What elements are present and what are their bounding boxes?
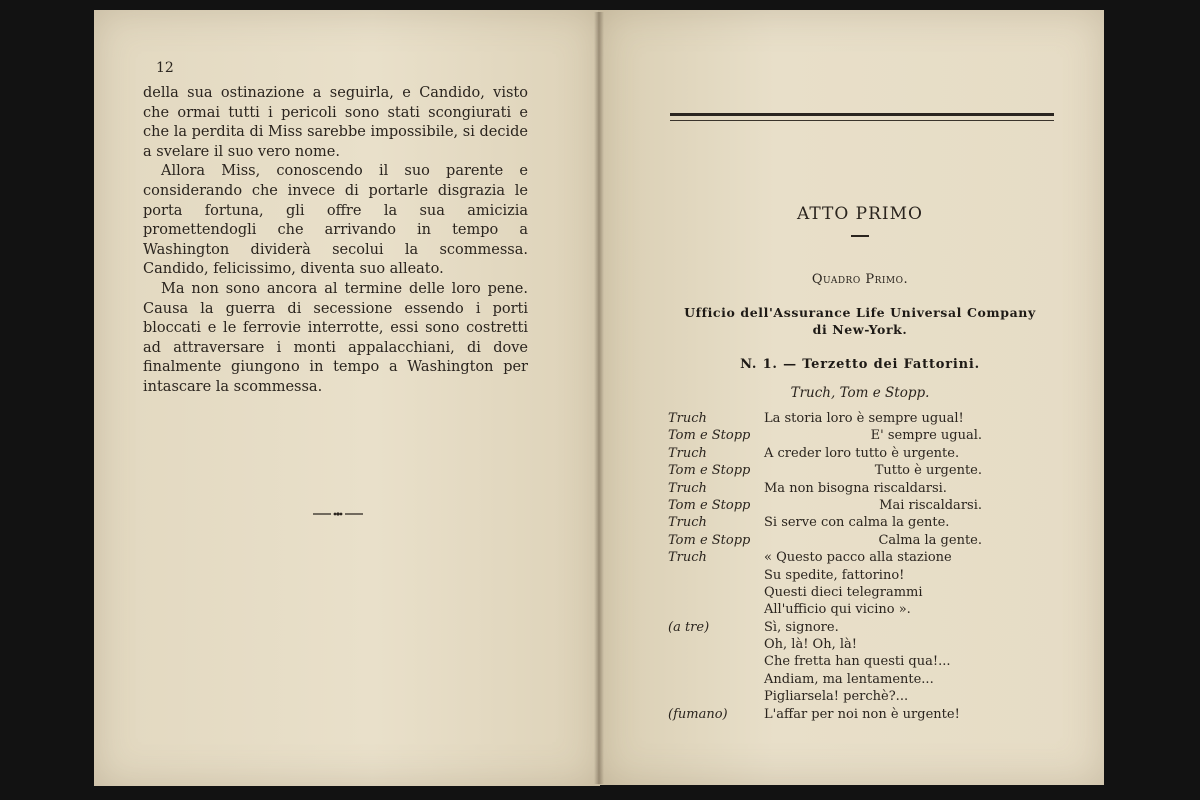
paragraph: Ma non sono ancora al termine delle loro pene. Causa la guerra di secessione essendo i porti bloccati e le ferrovie interrotte, essi sono costretti ad attraversare i monti appalacchiani, di dove finalmente giungono in tempo a Washington per intascare la scommessa. (143, 280, 528, 395)
dialogue-line (668, 480, 988, 497)
verse-text: Che fretta han questi qua!... (764, 654, 951, 670)
verse-text: Ma non bisogna riscaldarsi. (764, 480, 947, 496)
speaker-name: Tom e Stopp (668, 463, 751, 479)
speaker-name: (a tre) (668, 619, 710, 635)
dialogue-line (668, 497, 988, 514)
speaker-name: Truch (668, 515, 707, 531)
verse-text: La storia loro è sempre ugual! (764, 411, 964, 426)
speaker-name: Truch (668, 445, 707, 461)
verse-text: « Questo pacco alla stazione (764, 550, 952, 566)
dialogue-line (668, 462, 988, 479)
header-rule (670, 113, 1054, 116)
paragraph: Allora Miss, conoscendo il suo parente e considerando che invece di portarle disgrazia le porta fortuna, gli offre la sua amicizia promettendogli che arrivando in tempo a Washington dividerà secolui la scommessa. Candido, felicissimo, diventa suo alleato. (143, 163, 528, 278)
characters-line: Truch, Tom e Stopp. (790, 385, 930, 401)
dialogue-line (668, 636, 988, 653)
setting-heading (660, 304, 1060, 338)
dialogue-line (668, 706, 988, 723)
verse-text: Su spedite, fattorino! (764, 567, 905, 583)
dialogue-line (668, 532, 988, 549)
speaker-name: Truch (668, 550, 707, 566)
speaker-name: Truch (668, 411, 707, 426)
setting-line: di New-York. (812, 322, 908, 337)
number-title: N. 1. — Terzetto dei Fattorini. (740, 357, 980, 372)
dialogue-line (668, 514, 988, 531)
ornament-divider (311, 509, 365, 519)
verse-text: Mai riscaldarsi. (879, 497, 982, 513)
dialogue-line (668, 671, 988, 688)
dialogue-line (668, 601, 988, 618)
dialogue (668, 410, 988, 723)
verse-text: Andiam, ma lentamente... (764, 671, 934, 687)
verse-text: Calma la gente. (878, 532, 982, 548)
book-gutter (594, 12, 604, 784)
paragraph: della sua ostinazione a seguirla, e Candido, visto che ormai tutti i pericoli sono stati scongiurati e che la perdita di Miss sarebbe impossibile, si decide a svelare il suo vero nome. (143, 85, 528, 160)
speaker-name: Tom e Stopp (668, 428, 751, 444)
dialogue-line (668, 688, 988, 705)
verse-text: E' sempre ugual. (870, 428, 982, 444)
act-title: ATTO PRIMO (797, 204, 923, 224)
dialogue-line (668, 427, 988, 444)
speaker-name: (fumano) (668, 706, 728, 722)
verse-text: Pigliarsela! perchè?... (764, 689, 909, 705)
verse-text: L'affar per noi non è urgente! (764, 706, 960, 722)
dialogue-line (668, 584, 988, 601)
setting-line: Ufficio dell'Assurance Life Universal Company (684, 305, 1036, 320)
dialogue-line (668, 410, 988, 427)
page-number: 12 (156, 60, 174, 76)
dialogue-line (668, 567, 988, 584)
header-rule-thin (670, 120, 1054, 121)
speaker-name: Tom e Stopp (668, 532, 751, 548)
verse-text: Sì, signore. (764, 619, 839, 635)
verse-text: Oh, là! Oh, là! (764, 637, 857, 653)
dialogue-line (668, 445, 988, 462)
title-dash (851, 235, 869, 237)
verse-text: A creder loro tutto è urgente. (764, 445, 960, 461)
speaker-name: Tom e Stopp (668, 497, 751, 513)
verse-text: Tutto è urgente. (874, 463, 982, 479)
verse-text: Si serve con calma la gente. (764, 515, 950, 531)
verse-text: All'ufficio qui vicino ». (764, 602, 911, 618)
dialogue-line (668, 653, 988, 670)
left-body-text (143, 84, 528, 398)
scene-title: Quadro Primo. (811, 272, 909, 287)
verse-text: Questi dieci telegrammi (764, 584, 923, 600)
speaker-name: Truch (668, 480, 707, 496)
dialogue-line (668, 619, 988, 636)
dialogue-line (668, 549, 988, 566)
